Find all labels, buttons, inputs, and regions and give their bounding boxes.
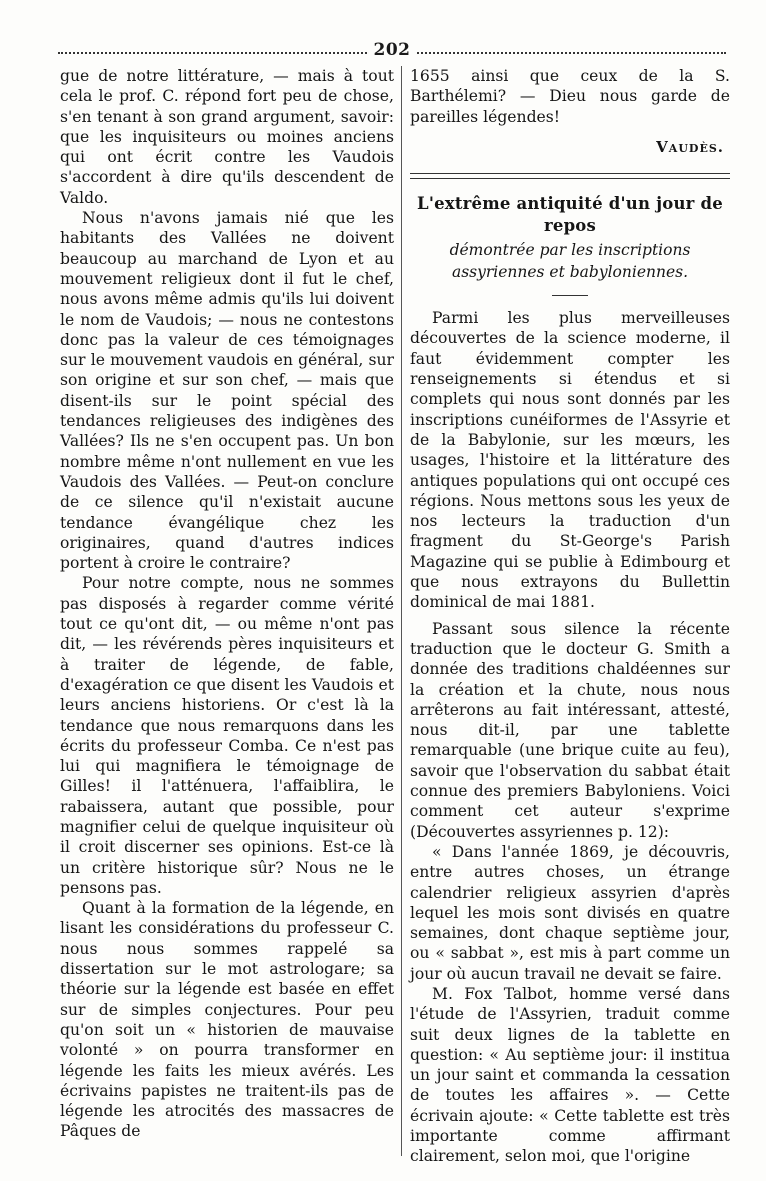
column-divider (401, 66, 402, 1156)
page-number: 202 (368, 40, 417, 60)
section-double-rule (410, 173, 730, 179)
article-subtitle-line-1: démontrée par les inscriptions (449, 241, 691, 260)
left-paragraph-2: Nous n'avons jamais nié que les habitants des Vallées ne doivent beaucoup au marchand de Lyon et au mouvement religieux dont il fut le chef, nous avons même admis qu'ils lui doivent le nom de Vaudois; — nous ne contestons donc pas la valeur de ces témoignages sur le mouvement vaudois en général, sur son origine et sur son chef, — mais que disent-ils sur le point spécial des tendances religieuses des indigènes des Vallées? Ils ne s'en occupent pas. Un bon nombre même n'ont nullement en vue les Vaudois des Vallées. — Peut-on conclure de ce silence qu'il n'existait aucune tendance évangélique chez les originaires, quand d'autres indices portent à croire le contraire? (60, 209, 394, 573)
left-column (60, 66, 394, 1142)
short-rule (552, 295, 588, 296)
page-header (58, 38, 726, 62)
left-paragraph-1: gue de notre littérature, — mais à tout cela le prof. C. répond fort peu de chose, s'en tenant à son grand argument, savoir: que les inquisiteurs ou moines anciens qui ont écrit contre les Vaudois s'accordent à dire qu'ils descendent de Valdo. (60, 67, 394, 207)
signature: Vaudès. (656, 137, 724, 156)
article-paragraph-4: M. Fox Talbot, homme versé dans l'étude de l'Assyrien, traduit comme suit deux lignes de la tablette en question: « Au septième jour: il institua un jour saint et commanda la cessation de toutes les affaires ». — Cette écrivain ajoute: « Cette tablette est très importante comme affirmant clairement, selon moi, que l'origine (410, 984, 730, 1166)
article-subtitle-line-2: assyriennes et babyloniennes. (451, 263, 689, 282)
left-paragraph-4: Quant à la formation de la légende, en lisant les considérations du professeur C. nous nous sommes rappelé sa dissertation sur le mot astrologare; sa théorie sur la légende est basée en effet sur de simples conjectures. Pour peu qu'on soit un « historien de mauvaise volonté » on pourra transformer en légende les faits les mieux avérés. Les écrivains papistes ne traitent-ils pas de légende les atrocités des massacres de Pâques de (60, 899, 394, 1141)
article-title: L'extrême antiquité d'un jour de repos (417, 194, 723, 236)
right-column (410, 66, 730, 1167)
article-paragraph-3: « Dans l'année 1869, je découvris, entre autres choses, un étrange calendrier religieux assyrien d'après lequel les mois sont divisés en quatre semaines, dont chaque septième jour, ou « sabbat », est mis à part comme un jour où aucun travail ne devait se faire. (410, 842, 730, 983)
right-opening-paragraph: 1655 ainsi que ceux de la S. Barthélemi? — Dieu nous garde de pareilles légendes! (410, 67, 730, 126)
left-paragraph-3: Pour notre compte, nous ne sommes pas disposés à regarder comme vérité tout ce qu'ont dit, — ou même n'ont pas dit, — les révérends pères inquisiteurs et à traiter de légende, de fable, d'exagération ce que disent les Vaudois et leurs anciens historiens. Or c'est là la tendance que nous remarquons dans les écrits du professeur Comba. Ce n'est pas lui qui magnifiera le témoignage de Gilles! il l'atténuera, l'affaiblira, le rabaissera, autant que possible, pour magnifier celui de quelque inquisiteur où il croit discerner ses opinions. Est-ce là un critère historique sûr? Nous ne le pensons pas. (60, 574, 394, 897)
article-paragraph-2: Passant sous silence la récente traduction que le docteur G. Smith a donnée des traditions chaldéennes sur la création et la chute, nous nous arrêterons au fait intéressant, attesté, nous dit-il, par une tablette remarquable (une brique cuite au feu), savoir que l'observation du sabbat était connue des premiers Babyloniens. Voici comment cet auteur s'exprime (Découvertes assyriennes p. 12): (410, 619, 730, 841)
article-paragraph-1: Parmi les plus merveilleuses découvertes de la science moderne, il faut évidemment compter les renseignements si étendus et si complets qui nous sont donnés par les inscriptions cunéiformes de l'Assyrie et de la Babylonie, sur les mœurs, les usages, l'histoire et la littérature des antiques populations qui ont occupé ces régions. Nous mettons sous les yeux de nos lecteurs la traduction d'un fragment du St-George's Parish Magazine qui se publie à Edimbourg et que nous extrayons du Bullettin dominical de mai 1881. (410, 309, 730, 612)
